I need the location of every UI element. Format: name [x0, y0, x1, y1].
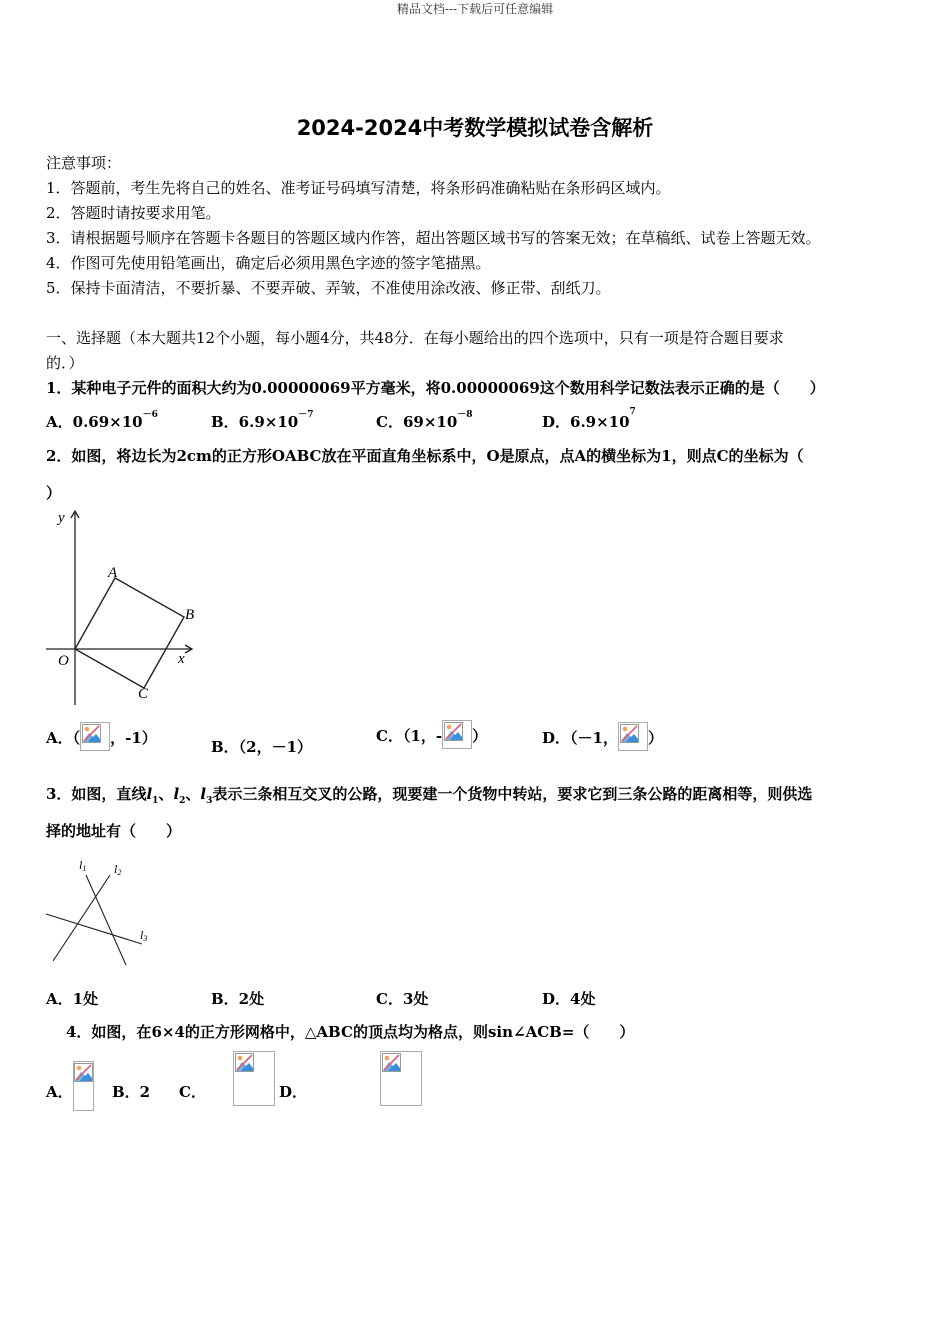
- q2-text: 2．如图，将边长为2cm的正方形OABC放在平面直角坐标系中，O是原点，点A的横坐标为1，则点C的坐标为（: [46, 447, 804, 465]
- label-l1: l1: [79, 858, 87, 873]
- label-l2: l2: [114, 862, 122, 877]
- q2-option-c: C．（1，- ）: [376, 720, 487, 749]
- q2-text-cont: ）: [46, 484, 62, 502]
- q4-text: 4．如图，在6×4的正方形网格中，△ABC的顶点均为格点，则sin∠ACB=（ ）: [66, 1023, 635, 1041]
- road-l2: [53, 875, 110, 961]
- label-a: A: [108, 565, 118, 581]
- q4-option-c-image: [233, 1051, 275, 1106]
- broken-image-icon: [80, 722, 110, 751]
- q2-option-a: A．（ ，-1）: [46, 722, 157, 751]
- q1-option-b: B．$6.9\times 10^{-7}$: [211, 410, 314, 431]
- q4-option-b: B．2: [112, 1083, 151, 1101]
- broken-image-icon: [618, 722, 648, 751]
- notice-heading: 注意事项：: [46, 154, 122, 172]
- q2-option-b: B．（2，－1）: [211, 738, 313, 756]
- notice-item: 5．保持卡面清洁，不要折暴、不要弄破、弄皱，不准使用涂改液、修正带、刮纸刀。: [46, 279, 611, 297]
- q3-option-d: D．4处: [542, 990, 596, 1008]
- road-l1: [86, 875, 126, 965]
- label-b: B: [185, 607, 195, 623]
- road-l3: [46, 914, 142, 944]
- label-x: x: [178, 651, 185, 667]
- notice-item: 1．答题前，考生先将自己的姓名、准考证号码填写清楚，将条形码准确粘贴在条形码区域内。: [46, 179, 671, 197]
- section-heading: 一、选择题（本大题共12个小题，每小题4分，共48分．在每小题给出的四个选项中，只有一项是符合题目要求: [46, 329, 784, 347]
- q4-option-d-image: [380, 1051, 422, 1106]
- q3-text-cont: 择的地址有（ ）: [46, 822, 182, 840]
- section-heading-cont: 的．）: [46, 354, 84, 372]
- label-o: O: [58, 653, 69, 669]
- q3-text: 3．如图，直线$l_1$、$l_2$、$l_3$表示三条相互交叉的公路，现要建一个货物中转站，要求它到三条公路的距离相等，则供选: [46, 785, 813, 806]
- q4-option-d-label: D．: [279, 1083, 308, 1101]
- q1-option-c: C．$69\times 10^{-8}$: [376, 410, 473, 431]
- notice-item: 2．答题时请按要求用笔。: [46, 204, 221, 222]
- notice-item: 3．请根据题号顺序在答题卡各题目的答题区域内作答，超出答题区域书写的答案无效；在草稿纸、试卷上答题无效。: [46, 229, 821, 247]
- q1-text: 1．某种电子元件的面积大约为0.00000069平方毫米，将0.00000069这个数用科学记数法表示正确的是（ ）: [46, 379, 825, 397]
- q3-option-b: B．2处: [211, 990, 265, 1008]
- q3-option-c: C．3处: [376, 990, 429, 1008]
- page-title: 2024-2024中考数学模拟试卷含解析: [296, 116, 654, 140]
- notice-item: 4．作图可先使用铅笔画出，确定后必须用黑色字迹的签字笔描黑。: [46, 254, 491, 272]
- q4-option-a-label: A．: [46, 1083, 73, 1101]
- label-l3: l3: [140, 928, 148, 943]
- q1-option-a: A．$0.69\times 10^{-6}$: [46, 410, 158, 431]
- label-y: y: [58, 510, 65, 526]
- page-header: 精品文档---下载后可任意编辑: [396, 2, 554, 16]
- label-c: C: [138, 686, 149, 702]
- q4-option-a-image: [73, 1061, 94, 1111]
- q3-option-a: A．1处: [46, 990, 99, 1008]
- square-oabc: [75, 578, 184, 688]
- q3-roads-figure: [44, 855, 156, 970]
- q4-option-c-label: C．: [179, 1083, 206, 1101]
- broken-image-icon: [442, 720, 472, 749]
- q1-option-d: D．$6.9\times 10^7$: [542, 407, 636, 431]
- q2-option-d: D．（－1， ）: [542, 722, 663, 751]
- q2-coordinate-figure: [44, 505, 202, 710]
